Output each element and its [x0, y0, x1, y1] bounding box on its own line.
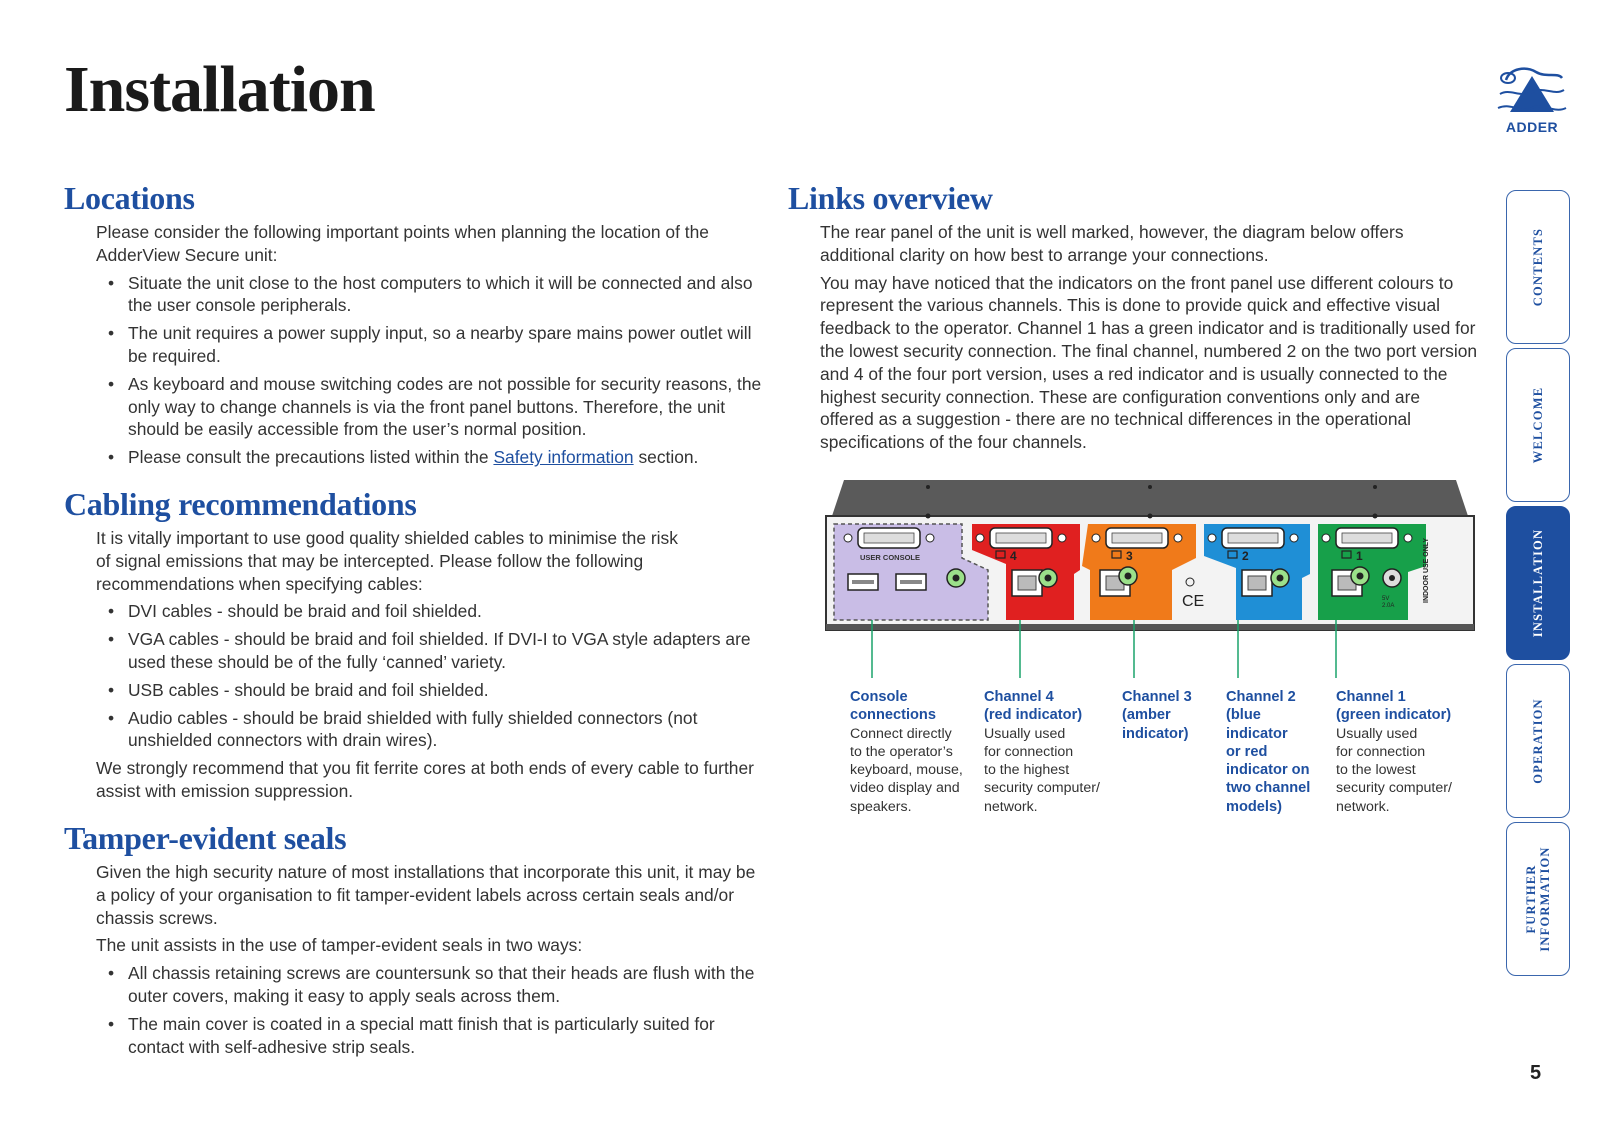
list-item: • As keyboard and mouse switching codes are not possible for security reasons, the only way to change channels is via the front panel buttons. Therefore, the unit should be easily accessible from the user’s normal position. [96, 373, 764, 441]
locations-list [96, 272, 764, 469]
callout-console [850, 688, 978, 816]
cabling-list [96, 600, 764, 752]
tab-label: WELCOME [1531, 386, 1545, 464]
tab-further-information[interactable] [1506, 822, 1570, 976]
tab-installation[interactable] [1506, 506, 1570, 660]
locations-heading: Locations [64, 180, 195, 216]
list-item: • The unit requires a power supply input, so a nearby spare mains power outlet will be required. [96, 322, 764, 368]
links-section [788, 180, 1478, 459]
links-paragraph-2: You may have noticed that the indicators on the front panel use different colours to represent the various channels. This is done to provide quick and effective visual feedback to the operator. Channel 1 has a green indicator and is traditionally used for the lowest security connection. The final channel, numbered 2 on the two port version and 4 of the four port version, uses a red indicator and is usually connected to the highest security connection. These are configuration conventions only and are offered as a suggestion - there are no technical differences in the operational specifications of the four channels. [820, 272, 1478, 453]
ce-mark: CE [1182, 593, 1205, 610]
channel-2-number: 2 [1242, 549, 1249, 563]
tab-operation[interactable] [1506, 664, 1570, 818]
callout-title: Channel 1 (green indicator) [1336, 689, 1452, 724]
list-item: • VGA cables - should be braid and foil shielded. If DVI-I to VGA style adapters are used these should be of the fully ‘canned’ variety. [96, 628, 764, 674]
adder-logo-text: ADDER [1505, 119, 1559, 135]
tamper-intro: Given the high security nature of most installations that incorporate this unit, it may be a policy of your organisation to fit tamper-evident labels across certain seals and/or chassis screws. [96, 862, 756, 928]
list-item: • Situate the unit close to the host computers to which it will be connected and also the user console peripherals. [96, 272, 764, 318]
channel-3-number: 3 [1126, 549, 1133, 563]
list-item: • Audio cables - should be braid shielded with fully shielded connectors (not unshielded connectors with drain wires). [96, 707, 764, 753]
power-rating: 5V [1382, 596, 1390, 602]
cabling-outro: We strongly recommend that you fit ferrite cores at both ends of every cable to further assist with emission suppression. [96, 758, 754, 801]
links-paragraph-1: The rear panel of the unit is well marked, however, the diagram below offers additional clarity on how best to arrange your connections. [820, 222, 1404, 265]
chassis-bottom [826, 624, 1474, 630]
cabling-section [64, 486, 764, 808]
tab-welcome[interactable] [1506, 348, 1570, 502]
user-console-label: USER CONSOLE [859, 553, 921, 562]
rear-panel-diagram [820, 478, 1480, 692]
power-rating: 2.0A [1382, 603, 1395, 609]
adder-serpent-icon [1496, 64, 1568, 116]
callout-body: Usually used for connection to the lowest security computer/ network. [1336, 725, 1452, 815]
list-item: • USB cables - should be braid and foil shielded. [96, 679, 764, 702]
page-title: Installation [64, 53, 375, 126]
safety-information-link[interactable]: Safety information [493, 447, 634, 468]
links-heading: Links overview [788, 180, 993, 216]
locations-section [64, 180, 764, 474]
callout-body: Usually used for connection to the highest security computer/ network. [984, 725, 1100, 815]
bullet-text: Please consult the precautions listed within the [128, 447, 489, 468]
screw [1148, 485, 1152, 489]
screw [926, 514, 931, 519]
bullet-text: section. [638, 447, 699, 468]
tab-label: FURTHER INFORMATION [1524, 846, 1552, 952]
tamper-heading: Tamper-evident seals [64, 820, 347, 856]
callout-title: Console connections [850, 689, 936, 724]
channel-4-number: 4 [1010, 549, 1017, 563]
tab-label: OPERATION [1531, 698, 1545, 784]
adder-logo [1496, 64, 1568, 135]
tab-label: INSTALLATION [1531, 528, 1545, 638]
tamper-section [64, 820, 764, 1063]
tamper-intro-2: The unit assists in the use of tamper-evident seals in two ways: [96, 935, 583, 956]
callout-channel-1 [1336, 688, 1476, 816]
screw [1373, 514, 1378, 519]
callout-title: Channel 4 (red indicator) [984, 689, 1083, 724]
callout-title: Channel 3 (amber indicator) [1122, 689, 1192, 742]
callout-channel-4 [984, 688, 1116, 816]
list-item: • The main cover is coated in a special matt finish that is particularly suited for contact with self-adhesive strip seals. [96, 1013, 764, 1059]
tab-label: CONTENTS [1531, 227, 1545, 307]
list-item [96, 446, 764, 469]
list-item: • All chassis retaining screws are countersunk so that their heads are flush with the outer covers, making it easy to apply seals across them. [96, 962, 764, 1008]
section-tabs [1506, 190, 1570, 980]
screw [1373, 485, 1377, 489]
locations-intro: Please consider the following important points when planning the location of the AdderView Secure unit: [96, 222, 709, 265]
indoor-use-label: INDOOR USE ONLY [1423, 537, 1430, 603]
screw [1148, 514, 1153, 519]
tab-contents[interactable] [1506, 190, 1570, 344]
cabling-intro: It is vitally important to use good quality shielded cables to minimise the risk of signal emissions that may be intercepted. Please follow the following recommendations when specifying cables: [96, 528, 678, 594]
callout-channel-2 [1226, 688, 1330, 816]
screw [926, 485, 930, 489]
channel-1-number: 1 [1356, 549, 1363, 563]
cabling-heading: Cabling recommendations [64, 486, 417, 522]
page-number: 5 [1530, 1062, 1542, 1084]
tamper-list [96, 962, 764, 1058]
callout-channel-3 [1122, 688, 1218, 743]
callout-body: Connect directly to the operator’s keyboard, mouse, video display and speakers. [850, 725, 963, 815]
list-item: • DVI cables - should be braid and foil shielded. [96, 600, 764, 623]
callout-title: Channel 2 (blue indicator or red indicator on two channel models) [1226, 689, 1311, 815]
